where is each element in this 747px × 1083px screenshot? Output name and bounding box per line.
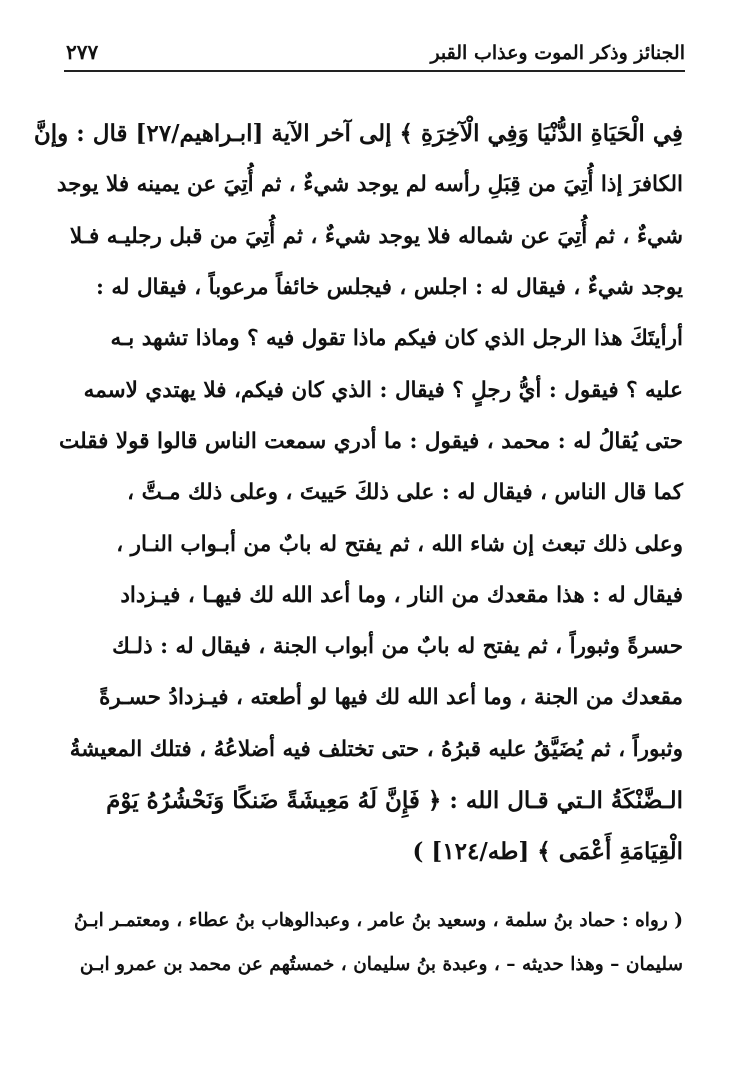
text-line: عليه ؟ فيقول : أيُّ رجلٍ ؟ فيقال : الذي كان فيكم، فلا يهتدي لاسمه bbox=[83, 377, 683, 403]
text-line: فيقال له : هذا مقعدك من النار ، وما أعد الله لك فيهـا ، فيـزداد bbox=[120, 582, 683, 608]
page-number: ٢٧٧ bbox=[66, 40, 99, 64]
text-line: الـضَّنْكَةُ الـتي قـال الله : ﴿ فَإِنَّ لَهُ مَعِيشَةً ضَنكًا وَنَحْشُرُهُ يَوْمَ bbox=[106, 787, 683, 814]
text-line: الْقِيَامَةِ أَعْمَى ﴾ [طه/١٢٤] ) bbox=[412, 838, 683, 866]
text-line: أرأيتَكَ هذا الرجل الذي كان فيكم ماذا تقول فيه ؟ وماذا تشهد بـه bbox=[110, 326, 683, 352]
footnote-line: ( رواه : حماد بنُ سلمة ، وسعيد بنُ عامر ، وعبدالوهاب بنُ عطاء ، ومعتمـر ابـنُ bbox=[73, 909, 683, 931]
text-line: مقعدك من الجنة ، وما أعد الله لك فيها لو أطعته ، فيـزدادُ حسـرةً bbox=[99, 685, 683, 711]
body-text bbox=[33, 108, 683, 877]
text-line: وعلى ذلك تبعث إن شاء الله ، ثم يفتح له بابٌ من أبـواب النـار ، bbox=[116, 531, 683, 557]
text-line: فِي الْحَيَاةِ الدُّنْيَا وَفِي الْآخِرَةِ ﴾ إلى آخر الآية [ابـراهيم/٢٧] قال : وإنَّ bbox=[33, 120, 683, 148]
text-line: الكافرَ إذا أُتِيَ من قِبَلِ رأسه لم يوجد شيءٌ ، ثم أُتِيَ عن يمينه فلا يوجد bbox=[56, 172, 683, 198]
text-line: وثبوراً ، ثم يُضَيَّقُ عليه قبرُهُ ، حتى تختلف فيه أضلاعُهُ ، فتلك المعيشةُ bbox=[69, 736, 683, 762]
page-header bbox=[66, 34, 685, 64]
text-line: حتى يُقالُ له : محمد ، فيقول : ما أدري سمعت الناس قالوا قولا فقلت bbox=[59, 428, 683, 454]
footnote-block bbox=[66, 898, 683, 986]
header-rule bbox=[64, 70, 685, 72]
text-line: يوجد شيءٌ ، فيقال له : اجلس ، فيجلس خائفاً مرعوباً ، فيقال له : bbox=[95, 275, 683, 301]
text-line: كما قال الناس ، فيقال له : على ذلكَ حَييتَ ، وعلى ذلك مـتَّ ، bbox=[127, 480, 683, 506]
text-line: حسرةً وثبوراً ، ثم يفتح له بابٌ من أبواب الجنة ، فيقال له : ذلـك bbox=[112, 634, 683, 660]
running-title: الجنائز وذكر الموت وعذاب القبر bbox=[430, 42, 685, 64]
text-line: شيءٌ ، ثم أُتِيَ عن شماله فلا يوجد شيءٌ ، ثم أُتِيَ من قبل رجليـه فـلا bbox=[69, 223, 683, 249]
footnote-line: سليمان – وهذا حديثه – ، وعبدة بنُ سليمان ، خمستُهم عن محمد بن عمرو ابـن bbox=[79, 953, 683, 975]
